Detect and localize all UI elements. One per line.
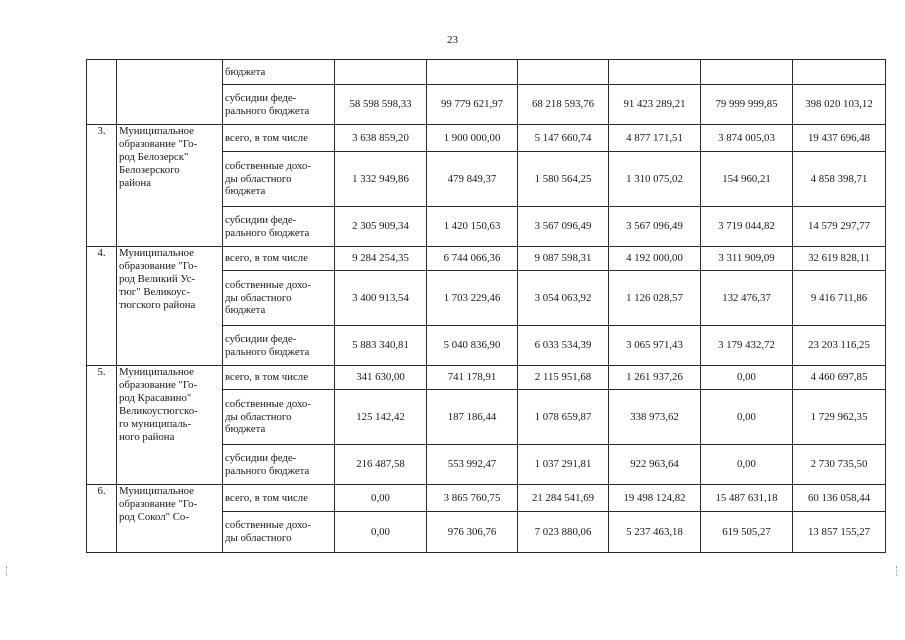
value-cell: 341 630,00 <box>335 366 427 390</box>
value-cell: 398 020 103,12 <box>793 85 886 125</box>
table-row <box>87 247 886 271</box>
page-number: 23 <box>447 34 458 46</box>
municipality-cell: Муниципальное образование "Го- род Красавино" Великоустюгско- го муниципаль- ного района <box>117 366 223 485</box>
value-cell: 6 744 066,36 <box>427 247 518 271</box>
value-cell: 976 306,76 <box>427 512 518 553</box>
table-row <box>87 485 886 512</box>
value-cell: 0,00 <box>701 390 793 445</box>
value-cell: 187 186,44 <box>427 390 518 445</box>
income-type-cell: собственные дохо- ды областного бюджета <box>223 152 335 207</box>
value-cell: 338 973,62 <box>609 390 701 445</box>
value-cell: 23 203 116,25 <box>793 326 886 366</box>
value-cell: 1 310 075,02 <box>609 152 701 207</box>
value-cell: 1 900 000,00 <box>427 125 518 152</box>
value-cell: 5 237 463,18 <box>609 512 701 553</box>
municipality-cell: Муниципальное образование "Го- род Белозерск" Белозерского района <box>117 125 223 247</box>
municipality-cell <box>117 60 223 125</box>
value-cell: 14 579 297,77 <box>793 207 886 247</box>
value-cell: 479 849,37 <box>427 152 518 207</box>
row-index: 3. <box>87 125 117 247</box>
value-cell: 1 729 962,35 <box>793 390 886 445</box>
income-type-cell: субсидии феде- рального бюджета <box>223 326 335 366</box>
value-cell: 4 460 697,85 <box>793 366 886 390</box>
value-cell: 132 476,37 <box>701 271 793 326</box>
value-cell: 553 992,47 <box>427 445 518 485</box>
budget-table <box>86 59 886 553</box>
value-cell: 3 865 760,75 <box>427 485 518 512</box>
value-cell: 91 423 289,21 <box>609 85 701 125</box>
value-cell: 4 858 398,71 <box>793 152 886 207</box>
value-cell: 1 420 150,63 <box>427 207 518 247</box>
value-cell: 60 136 058,44 <box>793 485 886 512</box>
value-cell: 1 703 229,46 <box>427 271 518 326</box>
value-cell: 9 284 254,35 <box>335 247 427 271</box>
value-cell: 0,00 <box>335 512 427 553</box>
value-cell: 3 179 432,72 <box>701 326 793 366</box>
income-type-cell: всего, в том числе <box>223 125 335 152</box>
value-cell: 6 033 534,39 <box>518 326 609 366</box>
value-cell: 922 963,64 <box>609 445 701 485</box>
value-cell: 3 567 096,49 <box>609 207 701 247</box>
value-cell: 0,00 <box>701 366 793 390</box>
value-cell: 19 437 696,48 <box>793 125 886 152</box>
value-cell: 0,00 <box>335 485 427 512</box>
value-cell <box>701 60 793 85</box>
scan-edge-mark <box>896 566 899 576</box>
value-cell: 1 126 028,57 <box>609 271 701 326</box>
value-cell <box>793 60 886 85</box>
value-cell: 68 218 593,76 <box>518 85 609 125</box>
value-cell: 58 598 598,33 <box>335 85 427 125</box>
value-cell: 0,00 <box>701 445 793 485</box>
income-type-cell: бюджета <box>223 60 335 85</box>
row-index: 4. <box>87 247 117 366</box>
table-row <box>87 60 886 85</box>
income-type-cell: всего, в том числе <box>223 366 335 390</box>
income-type-cell: субсидии феде- рального бюджета <box>223 445 335 485</box>
table-row <box>87 366 886 390</box>
value-cell: 125 142,42 <box>335 390 427 445</box>
municipality-cell: Муниципальное образование "Го- род Великий Ус- тюг" Великоус- тюгского района <box>117 247 223 366</box>
value-cell: 99 779 621,97 <box>427 85 518 125</box>
value-cell: 9 087 598,31 <box>518 247 609 271</box>
value-cell: 2 115 951,68 <box>518 366 609 390</box>
value-cell: 32 619 828,11 <box>793 247 886 271</box>
value-cell: 1 261 937,26 <box>609 366 701 390</box>
value-cell <box>609 60 701 85</box>
value-cell: 3 874 005,03 <box>701 125 793 152</box>
row-index <box>87 60 117 125</box>
value-cell: 619 505,27 <box>701 512 793 553</box>
municipality-cell: Муниципальное образование "Го- род Сокол" Со- <box>117 485 223 553</box>
income-type-cell: всего, в том числе <box>223 485 335 512</box>
income-type-cell: собственные дохо- ды областного бюджета <box>223 271 335 326</box>
value-cell: 1 332 949,86 <box>335 152 427 207</box>
row-index: 5. <box>87 366 117 485</box>
scan-edge-mark <box>6 566 9 576</box>
value-cell: 3 065 971,43 <box>609 326 701 366</box>
value-cell: 3 054 063,92 <box>518 271 609 326</box>
value-cell: 3 311 909,09 <box>701 247 793 271</box>
table-row <box>87 125 886 152</box>
value-cell: 5 147 660,74 <box>518 125 609 152</box>
value-cell: 13 857 155,27 <box>793 512 886 553</box>
value-cell: 3 638 859,20 <box>335 125 427 152</box>
value-cell: 19 498 124,82 <box>609 485 701 512</box>
value-cell: 2 730 735,50 <box>793 445 886 485</box>
value-cell: 741 178,91 <box>427 366 518 390</box>
value-cell: 3 719 044,82 <box>701 207 793 247</box>
value-cell: 9 416 711,86 <box>793 271 886 326</box>
value-cell: 5 883 340,81 <box>335 326 427 366</box>
value-cell <box>427 60 518 85</box>
value-cell: 3 567 096,49 <box>518 207 609 247</box>
value-cell: 1 037 291,81 <box>518 445 609 485</box>
income-type-cell: собственные дохо- ды областного бюджета <box>223 390 335 445</box>
value-cell: 21 284 541,69 <box>518 485 609 512</box>
value-cell: 79 999 999,85 <box>701 85 793 125</box>
value-cell: 1 580 564,25 <box>518 152 609 207</box>
value-cell: 15 487 631,18 <box>701 485 793 512</box>
income-type-cell: собственные дохо- ды областного <box>223 512 335 553</box>
value-cell: 3 400 913,54 <box>335 271 427 326</box>
row-index: 6. <box>87 485 117 553</box>
income-type-cell: всего, в том числе <box>223 247 335 271</box>
value-cell: 216 487,58 <box>335 445 427 485</box>
value-cell: 2 305 909,34 <box>335 207 427 247</box>
value-cell: 4 192 000,00 <box>609 247 701 271</box>
value-cell: 7 023 880,06 <box>518 512 609 553</box>
value-cell: 4 877 171,51 <box>609 125 701 152</box>
value-cell: 154 960,21 <box>701 152 793 207</box>
value-cell: 1 078 659,87 <box>518 390 609 445</box>
income-type-cell: субсидии феде- рального бюджета <box>223 207 335 247</box>
value-cell: 5 040 836,90 <box>427 326 518 366</box>
income-type-cell: субсидии феде- рального бюджета <box>223 85 335 125</box>
value-cell <box>518 60 609 85</box>
value-cell <box>335 60 427 85</box>
